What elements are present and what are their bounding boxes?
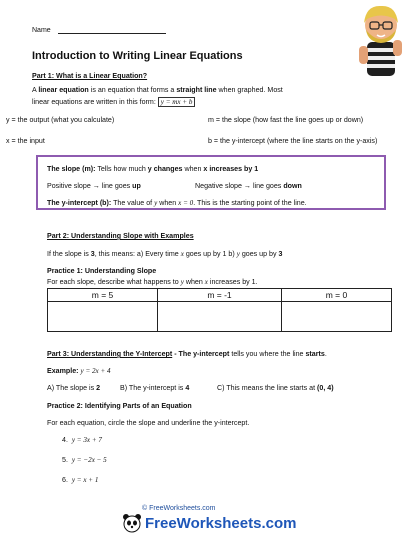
def-m: m = the slope (how fast the line goes up or down) — [208, 116, 364, 124]
slope-table — [47, 288, 392, 332]
footer-link[interactable]: © FreeWorksheets.com — [142, 505, 216, 512]
part2-heading: Part 2: Understanding Slope with Examples — [47, 232, 194, 240]
positive-slope: Positive slope → line goes up — [47, 182, 141, 190]
avatar — [350, 2, 410, 80]
part2-example: If the slope is 3, this means: a) Every time x goes up by 1 b) y goes up by 3 — [47, 250, 283, 258]
answer-cell[interactable] — [48, 302, 158, 332]
def-y: y = the output (what you calculate) — [6, 116, 115, 124]
answer-cell[interactable] — [281, 302, 391, 332]
example-intercept: B) The y-intercept is 4 — [120, 384, 190, 392]
def-b: b = the y-intercept (where the line starts on the y-axis) — [208, 137, 378, 145]
slope-definition: The slope (m): Tells how much y changes when x increases by 1 — [47, 165, 259, 173]
part3-example: Example: y = 2x + 4 — [47, 367, 111, 375]
equation-item: 4. y = 3x + 7 — [62, 436, 102, 444]
answer-cell[interactable] — [158, 302, 282, 332]
part1-heading: Part 1: What is a Linear Equation? — [32, 72, 148, 80]
practice1-instructions: For each slope, describe what happens to y when x increases by 1. — [47, 278, 258, 286]
practice2-title: Practice 2: Identifying Parts of an Equation — [47, 402, 192, 410]
panda-logo-icon — [122, 513, 142, 533]
page-title: Introduction to Writing Linear Equations — [32, 50, 243, 62]
practice2-instructions: For each equation, circle the slope and underline the y-intercept. — [47, 419, 250, 427]
part1-paragraph-line2: linear equations are written in this form: y = mx + b — [32, 98, 195, 107]
def-x: x = the input — [6, 137, 45, 145]
practice1-title: Practice 1: Understanding Slope — [47, 267, 157, 275]
footer-brand: FreeWorksheets.com — [145, 515, 297, 532]
form-equation: y = mx + b — [158, 97, 196, 107]
part3-heading: Part 3: Understanding the Y-Intercept - The y-intercept tells you where the line starts. — [47, 350, 327, 358]
slope-col-header: m = 0 — [281, 289, 391, 302]
example-slope: A) The slope is 2 — [47, 384, 101, 392]
equation-item: 6. y = x + 1 — [62, 476, 99, 484]
equation-item: 5. y = −2x − 5 — [62, 456, 107, 464]
name-label: Name — [32, 27, 51, 34]
part1-paragraph-line1: A linear equation is an equation that forms a straight line when graphed. Most — [32, 86, 283, 94]
negative-slope: Negative slope → line goes down — [195, 182, 302, 190]
example-start-point: C) This means the line starts at (0, 4) — [217, 384, 334, 392]
slope-col-header: m = 5 — [48, 289, 158, 302]
slope-col-header: m = -1 — [158, 289, 282, 302]
y-intercept-definition: The y-intercept (b): The value of y when x = 0. This is the starting point of the line. — [47, 199, 307, 207]
name-field[interactable] — [58, 33, 166, 34]
